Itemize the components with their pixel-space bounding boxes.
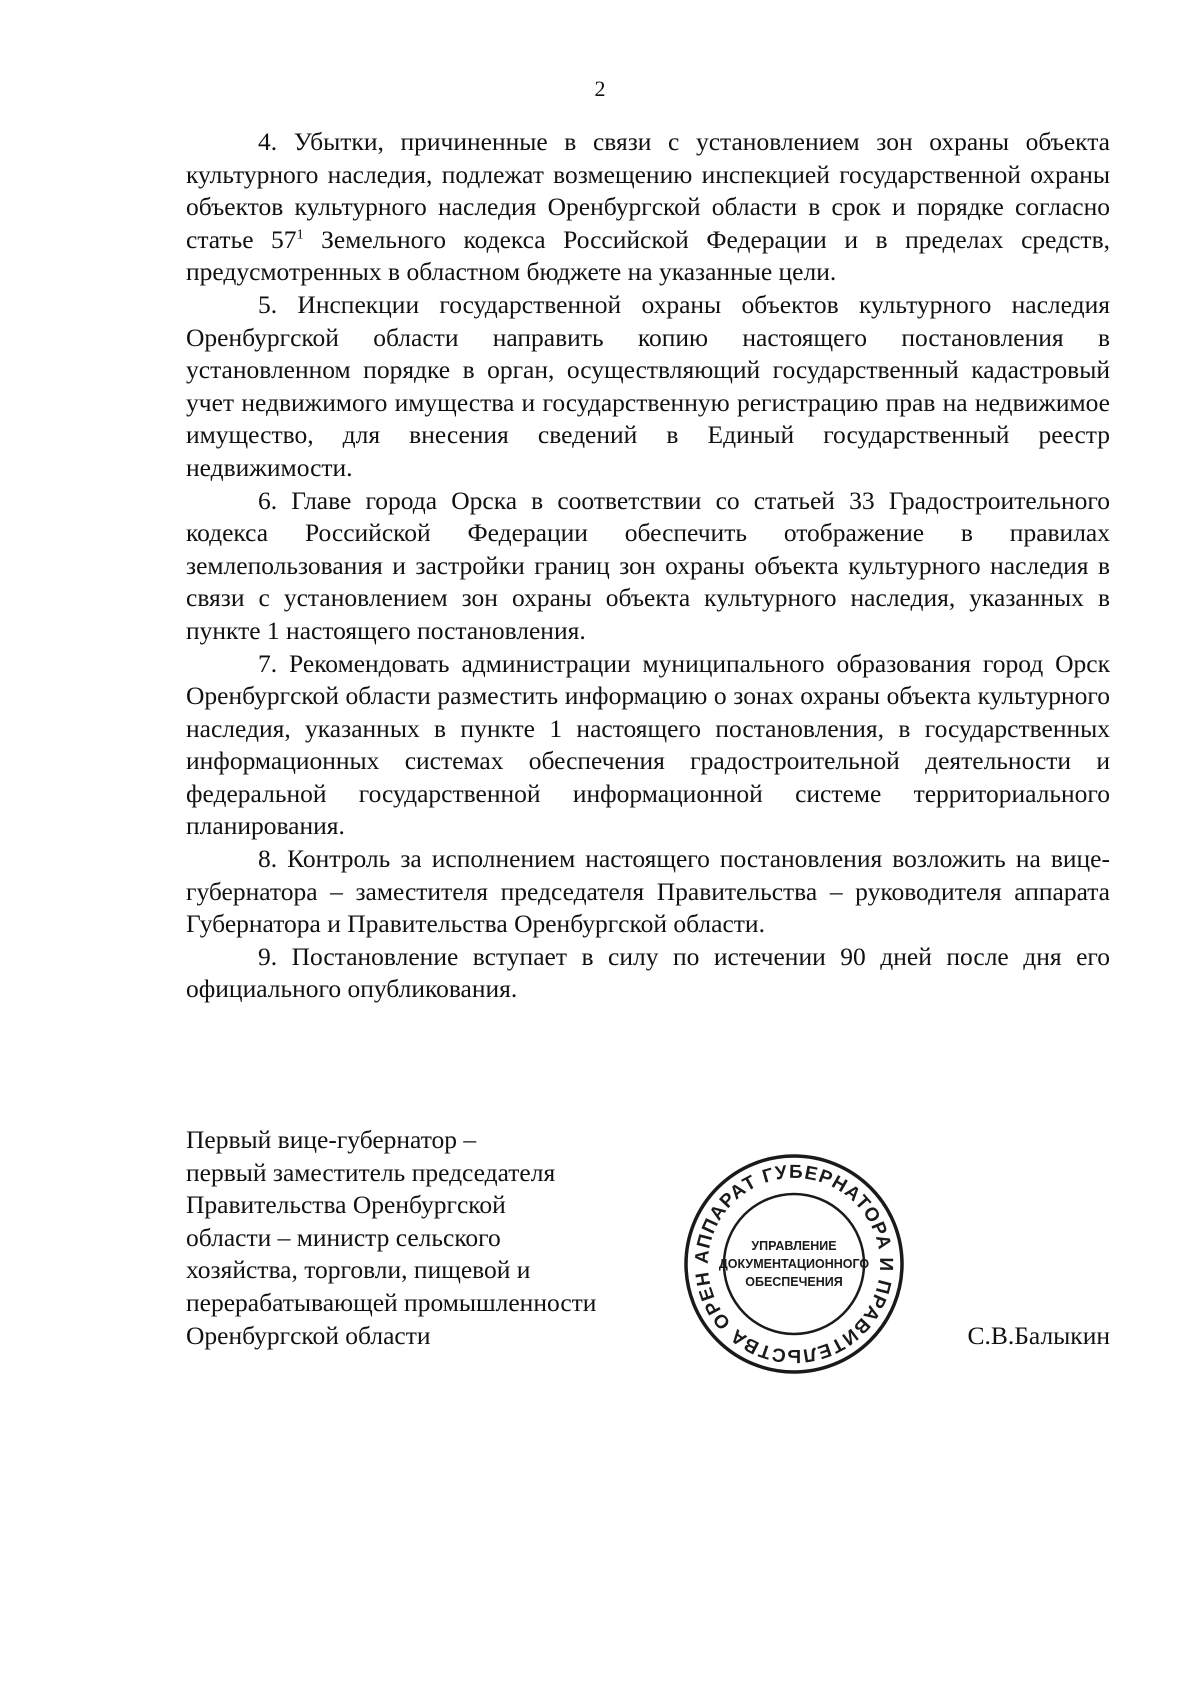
signatory-title-line: хозяйства, торговли, пищевой и (186, 1255, 531, 1285)
paragraph-7: 7. Рекомендовать администрации муниципального образования город Орск Оренбургской области разместить информацию о зонах охраны объекта культурного наследия, указанных в пункте 1 настоящего постановления, в государственных информационных системах обеспечения градостроительной деятельности и федеральной государственной информационной системе территориального планирования. (186, 648, 1110, 841)
paragraph-6: 6. Главе города Орска в соответствии со статьей 33 Градостроительного кодекса Российской Федерации обеспечить отображение в правилах землепользования и застройки границ зон охраны объекта культурного наследия в связи с установлением зон охраны объекта культурного наследия, указанных в пункте 1 настоящего постановления. (186, 485, 1110, 645)
paragraph-4-text: 4. Убытки, причиненные в связи с установлением зон охраны объекта культурного наследия, подлежат возмещению инспекцией государственной охраны объектов культурного наследия Оренбургской области в срок и порядке согласно статье 57 (186, 127, 1110, 254)
svg-text:ОБЕСПЕЧЕНИЯ: ОБЕСПЕЧЕНИЯ (745, 1275, 843, 1289)
signatory-title-line: Правительства Оренбургской (186, 1190, 506, 1220)
svg-text:ДОКУМЕНТАЦИОННОГО: ДОКУМЕНТАЦИОННОГО (718, 1257, 870, 1271)
signatory-title-line: Оренбургской области (186, 1320, 431, 1350)
signatory-title-line: первый заместитель председателя (186, 1157, 556, 1187)
paragraph-4-text-cont: Земельного кодекса Российской Федерации и в пределах средств, предусмотренных в областном бюджете на указанные цели. (186, 224, 1110, 287)
document-body (186, 126, 1110, 1006)
signatory-title (186, 1124, 656, 1352)
paragraph-9: 9. Постановление вступает в силу по истечении 90 дней после дня его официального опубликования. (186, 941, 1110, 1004)
paragraph-5: 5. Инспекции государственной охраны объектов культурного наследия Оренбургской области направить копию настоящего постановления в установленном порядке в орган, осуществляющий государственный кадастровый учет недвижимого имущества и государственную регистрацию прав на недвижимое имущество, для внесения сведений в Единый государственный реестр недвижимости. (186, 289, 1110, 482)
signatory-title-line: области – министр сельского (186, 1222, 501, 1252)
svg-text:АППАРАТ ГУБЕРНАТОРА И ПРАВИТЕЛ: АППАРАТ ГУБЕРНАТОРА И ПРАВИТЕЛЬСТВА ОРЕН (691, 1161, 897, 1367)
official-seal-stamp (682, 1152, 906, 1376)
paragraph-8: 8. Контроль за исполнением настоящего постановления возложить на вице-губернатора – заместителя председателя Правительства – руководителя аппарата Губернатора и Правительства Оренбургской области. (186, 844, 1110, 939)
paragraph-4 (186, 126, 1110, 289)
superscript: 1 (296, 227, 304, 243)
svg-text:УПРАВЛЕНИЕ: УПРАВЛЕНИЕ (751, 1239, 837, 1253)
signatory-name: С.В.Балыкин (967, 1321, 1110, 1350)
signatory-title-line: Первый вице-губернатор – (186, 1125, 477, 1154)
signatory-title-line: перерабатывающей промышленности (186, 1287, 597, 1317)
page-number: 2 (594, 76, 606, 101)
